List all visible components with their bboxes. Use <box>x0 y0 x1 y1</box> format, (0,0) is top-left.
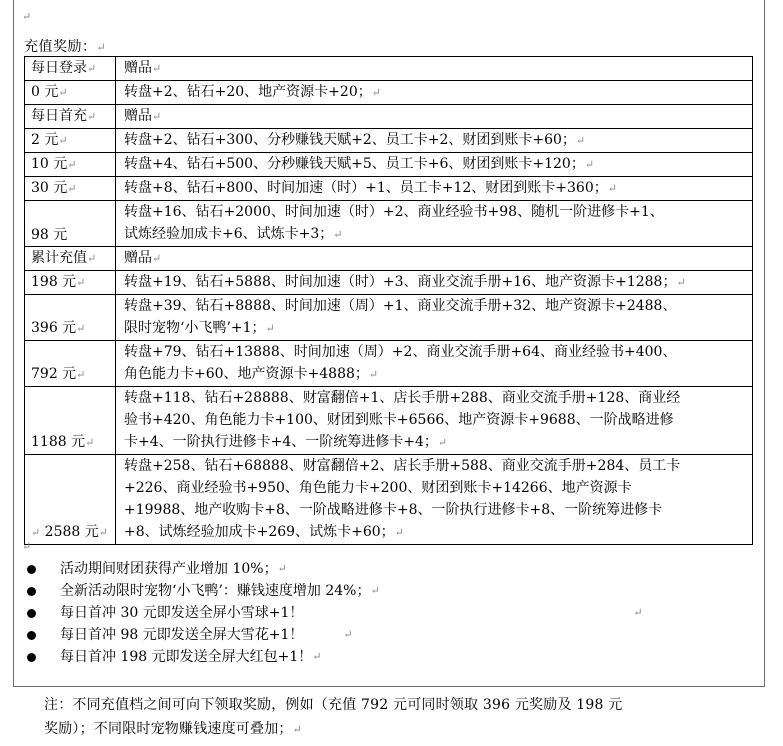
list-item: 全新活动限时宠物‘小飞鸭’：赚钱速度增加 24%； ↵ <box>24 580 643 602</box>
paragraph-mark: ↵ <box>22 540 32 553</box>
paragraph-mark: ↵ <box>96 41 107 54</box>
reward-cell: 转盘+16、钻石+2000、时间加速（时）+2、商业经验书+98、随机一阶进修卡+1、 试炼经验加成卡+6、试炼卡+3；↵ <box>116 201 753 247</box>
table-row <box>25 153 753 177</box>
reward-cell: 转盘+19、钻石+5888、时间加速（时）+3、商业交流手册+16、地产资源卡+1288；↵ <box>116 271 753 295</box>
table-row <box>25 105 753 129</box>
tier-label-cell: 每日登录↵ <box>25 57 116 81</box>
reward-cell: 转盘+2、钻石+20、地产资源卡+20；↵ <box>116 81 753 105</box>
table-row <box>25 295 753 341</box>
table-row <box>25 81 753 105</box>
footnote <box>44 693 744 742</box>
bullet-icon <box>27 609 36 618</box>
reward-cell: 赠品↵ <box>116 247 753 271</box>
footnote-line: 注：不同充值档之间可向下领取奖励，例如（充值 792 元可同时领取 396 元奖励及 198 元 <box>44 697 623 713</box>
paragraph-mark: ↵ <box>31 526 41 539</box>
table-row <box>25 387 753 455</box>
tier-label-cell: 0 元↵ <box>25 81 116 105</box>
list-item: 每日首冲 30 元即发送全屏小雪球+1！ ↵ <box>24 602 643 624</box>
tier-label-cell: 2 元↵ <box>25 129 116 153</box>
reward-cell: 赠品↵ <box>116 57 753 81</box>
tier-label-cell: 30 元↵ <box>25 177 116 201</box>
table-row <box>25 247 753 271</box>
bullet-icon <box>27 565 36 574</box>
bullet-icon <box>27 587 36 596</box>
tier-label-cell: 10 元↵ <box>25 153 116 177</box>
tier-label-cell: 396 元↵ <box>25 295 116 341</box>
paragraph-mark: ↵ <box>22 10 32 23</box>
reward-cell: 转盘+8、钻石+800、时间加速（时）+1、员工卡+12、财团到账卡+360；↵ <box>116 177 753 201</box>
reward-cell: 转盘+258、钻石+68888、财富翻倍+2、店长手册+588、商业交流手册+284、员工卡 +226、商业经验书+950、角色能力卡+200、财团到账卡+14266、地产资源卡 +19988、地产收购卡+8、一阶战略进修卡+8、一阶执行进修卡+8、一阶统筹进修卡 +8、试炼经验加成卡+269、试炼卡+60；↵ <box>116 455 753 545</box>
table-row <box>25 271 753 295</box>
footnote-line: 奖励）；不同限时宠物赚钱速度可叠加；↵ <box>44 721 303 737</box>
tier-label-cell: 累计充值↵ <box>25 247 116 271</box>
reward-cell: 转盘+79、钻石+13888、时间加速（周）+2、商业交流手册+64、商业经验书+400、 角色能力卡+60、地产资源卡+4888；↵ <box>116 341 753 387</box>
bullet-icon <box>27 653 36 662</box>
list-item: 每日首冲 198 元即发送全屏大红包+1！ ↵ <box>24 646 643 668</box>
reward-cell: 赠品↵ <box>116 105 753 129</box>
tier-label-cell: 198 元↵ <box>25 271 116 295</box>
table-row <box>25 201 753 247</box>
reward-cell: 转盘+118、钻石+28888、财富翻倍+1、店长手册+288、商业交流手册+128、商业经 验书+420、角色能力卡+100、财团到账卡+6566、地产资源卡+9688、一阶战略进修 卡+4、一阶执行进修卡+4、一阶统筹进修卡+4；↵ <box>116 387 753 455</box>
reward-cell: 转盘+39、钻石+8888、时间加速（周）+1、商业交流手册+32、地产资源卡+2488、 限时宠物‘小飞鸭’+1；↵ <box>116 295 753 341</box>
tier-label-cell: 98 元 <box>25 201 116 247</box>
table-row <box>25 341 753 387</box>
bullet-list <box>24 558 643 668</box>
table-row <box>25 57 753 81</box>
list-item: 每日首冲 98 元即发送全屏大雪花+1！ ↵ <box>24 624 643 646</box>
tier-label-cell: 每日首充↵ <box>25 105 116 129</box>
section-heading <box>24 36 106 56</box>
table-row <box>25 177 753 201</box>
table-row <box>25 129 753 153</box>
heading-text: 充值奖励： <box>24 39 97 55</box>
reward-cell: 转盘+2、钻石+300、分秒赚钱天赋+2、员工卡+2、财团到账卡+60；↵ <box>116 129 753 153</box>
list-item: 活动期间财团获得产业增加 10%； ↵ <box>24 558 643 580</box>
tier-label-cell: ↵ 2588 元↵ <box>25 455 116 545</box>
tier-label-cell: 792 元↵ <box>25 341 116 387</box>
bullet-icon <box>27 631 36 640</box>
tier-label-cell: 1188 元↵ <box>25 387 116 455</box>
table-row <box>25 455 753 545</box>
rewards-table <box>24 56 753 545</box>
reward-cell: 转盘+4、钻石+500、分秒赚钱天赋+5、员工卡+6、财团到账卡+120；↵ <box>116 153 753 177</box>
